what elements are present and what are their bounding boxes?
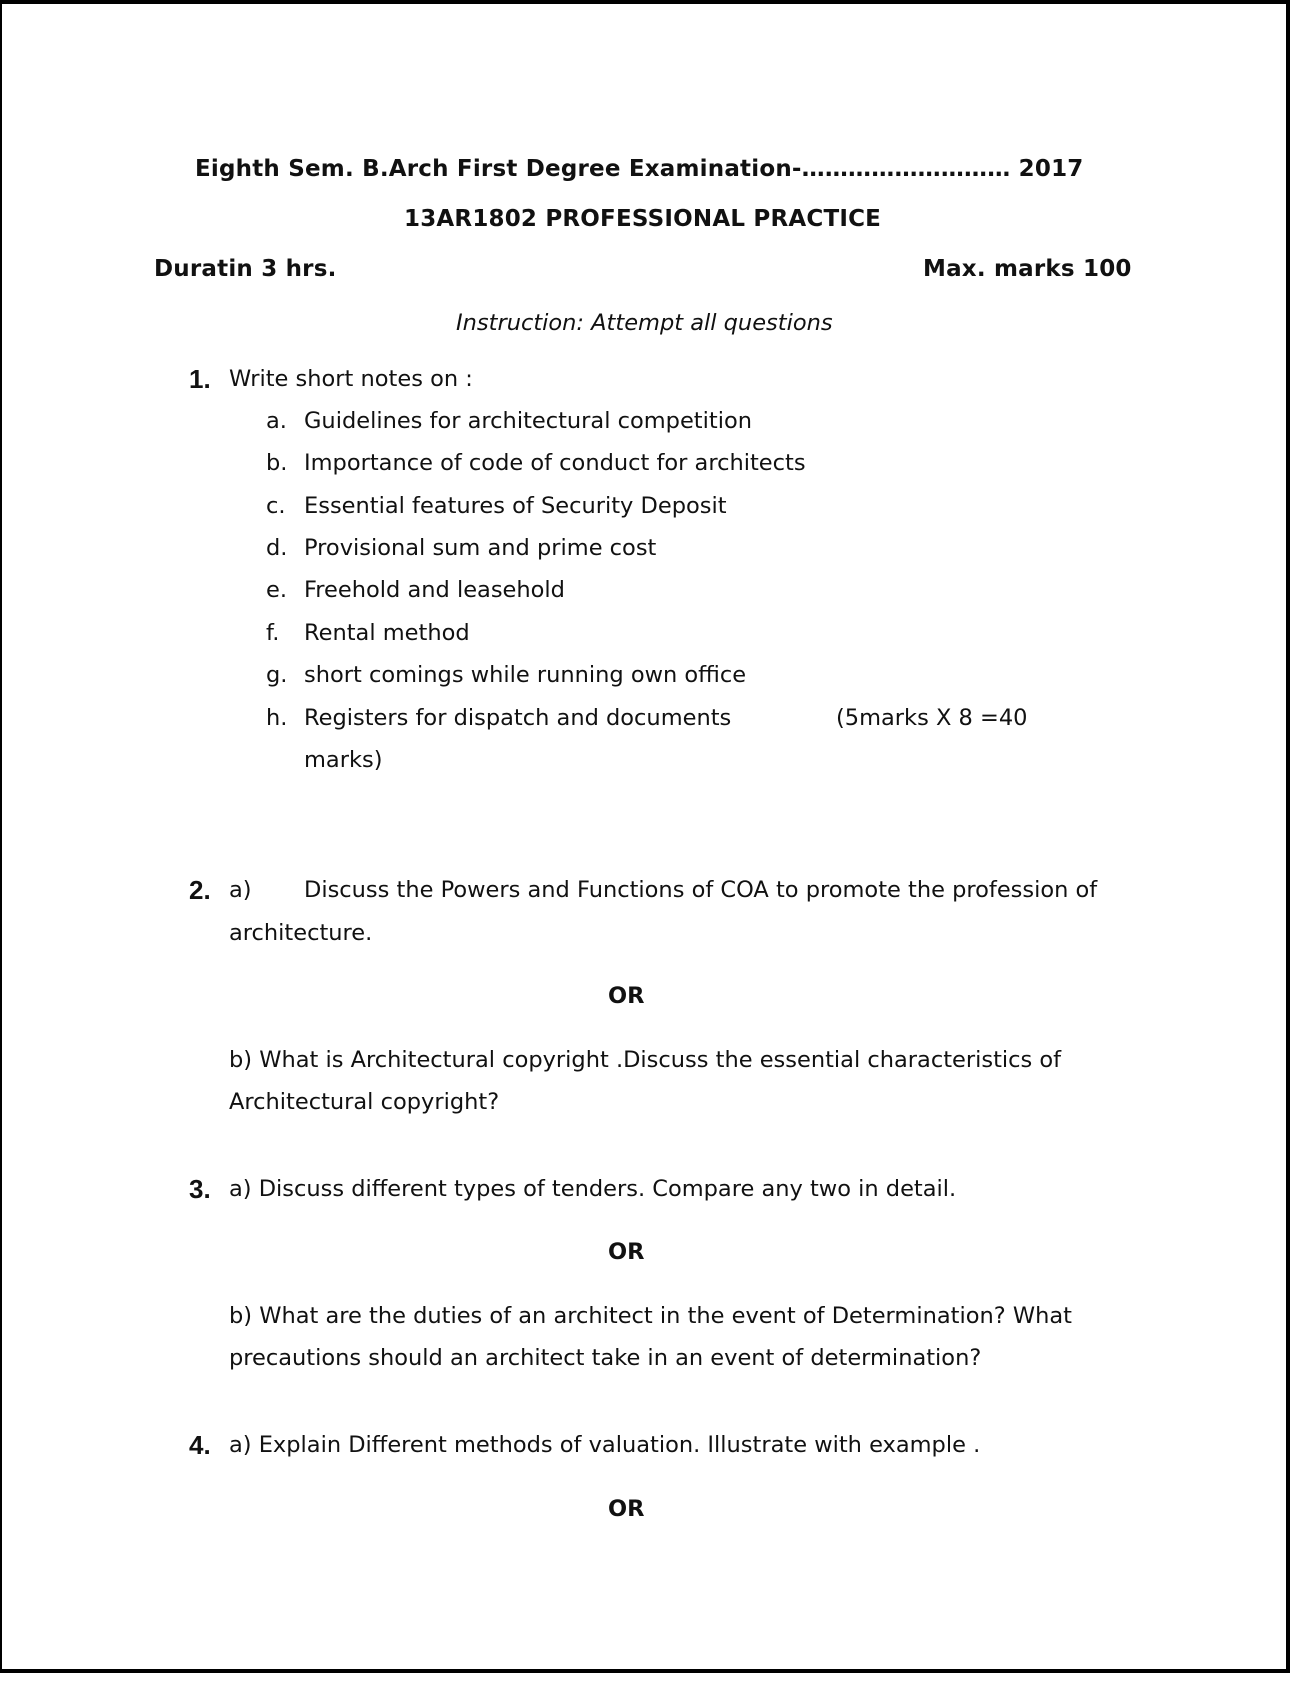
list-item <box>266 408 752 434</box>
or-separator: OR <box>608 1239 645 1265</box>
or-separator: OR <box>608 983 645 1009</box>
list-item <box>266 705 731 731</box>
question-number-4: 4. <box>189 1430 211 1460</box>
q2-b-text-cont: Architectural copyright? <box>229 1089 500 1115</box>
q3-a-text: a) Discuss different types of tenders. Compare any two in detail. <box>229 1176 957 1202</box>
marks-allocation: (5marks X 8 =40 <box>836 705 1028 731</box>
item-letter: f. <box>266 620 280 646</box>
marks-allocation-cont: marks) <box>304 747 383 773</box>
item-text: Registers for dispatch and documents <box>304 705 732 731</box>
q2-b-text: b) What is Architectural copyright .Discuss the essential characteristics of <box>229 1047 1062 1073</box>
item-text: Rental method <box>304 620 470 646</box>
q2-a-label: a) <box>229 877 252 903</box>
max-marks: Max. marks 100 <box>923 256 1132 282</box>
list-item <box>266 662 746 688</box>
question-number-1: 1. <box>189 364 211 394</box>
item-text: Guidelines for architectural competition <box>304 408 752 434</box>
exam-title: Eighth Sem. B.Arch First Degree Examination-……………………… 2017 <box>195 156 1084 182</box>
list-item <box>266 577 565 603</box>
duration: Duratin 3 hrs. <box>154 256 337 282</box>
q3-b-text-cont: precautions should an architect take in an event of determination? <box>229 1345 982 1371</box>
item-letter: b. <box>266 450 288 476</box>
item-letter: g. <box>266 662 288 688</box>
q3-b-text: b) What are the duties of an architect in the event of Determination? What <box>229 1303 1072 1329</box>
item-letter: h. <box>266 705 288 731</box>
item-text: Essential features of Security Deposit <box>304 493 727 519</box>
course-title: 13AR1802 PROFESSIONAL PRACTICE <box>404 206 882 232</box>
item-letter: d. <box>266 535 288 561</box>
item-letter: c. <box>266 493 286 519</box>
q4-a-text: a) Explain Different methods of valuation. Illustrate with example . <box>229 1432 981 1458</box>
or-separator: OR <box>608 1496 645 1522</box>
item-text: Freehold and leasehold <box>304 577 565 603</box>
item-text: Importance of code of conduct for architects <box>304 450 806 476</box>
question-number-2: 2. <box>189 875 211 905</box>
item-letter: e. <box>266 577 287 603</box>
instruction: Instruction: Attempt all questions <box>456 310 833 336</box>
q2-a-text: Discuss the Powers and Functions of COA to promote the profession of <box>304 877 1098 903</box>
list-item <box>266 620 470 646</box>
item-text: Provisional sum and prime cost <box>304 535 657 561</box>
list-item <box>266 535 656 561</box>
item-letter: a. <box>266 408 287 434</box>
q2-a-text-cont: architecture. <box>229 920 373 946</box>
list-item <box>266 450 806 476</box>
item-text: short comings while running own office <box>304 662 747 688</box>
question-number-3: 3. <box>189 1174 211 1204</box>
list-item <box>266 493 727 519</box>
q1-prompt: Write short notes on : <box>229 366 473 392</box>
